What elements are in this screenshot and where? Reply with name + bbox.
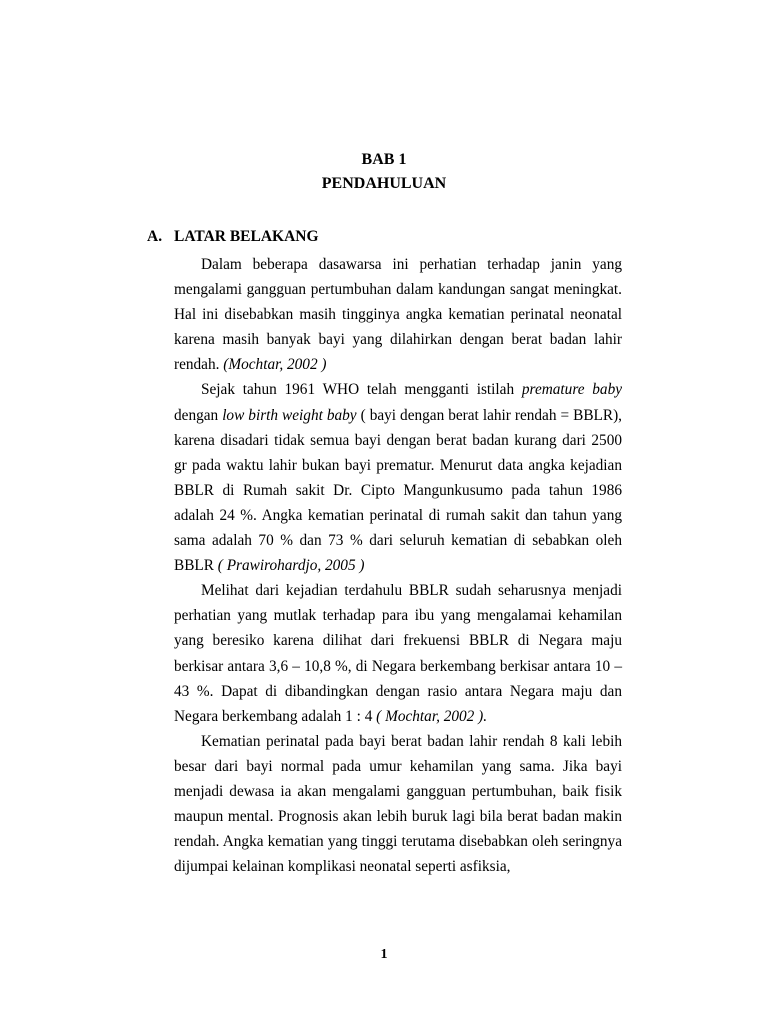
paragraph-text: Melihat dari kejadian terdahulu BBLR sudah seharusnya menjadi perhatian yang mutlak terhadap para ibu yang mengalamai kehamilan yang beresiko karena dilihat dari frekuensi BBLR di Negara maju berkisar antara 3,6 – 10,8 %, di Negara berkembang berkisar antara 10 – 43 %. Dapat di dibandingkan dengan rasio antara Negara maju dan Negara berkembang adalah 1 : 4 (174, 582, 622, 725)
body-text (174, 252, 622, 879)
italic-term: low birth weight baby (222, 406, 357, 424)
citation: ( Mochtar, 2002 ). (376, 707, 488, 725)
italic-term: premature baby (521, 381, 623, 399)
paragraph-text: dengan (174, 406, 223, 424)
section-heading (147, 228, 319, 246)
paragraph-3 (174, 578, 622, 729)
chapter-number: BAB 1 (361, 151, 407, 168)
paragraph-text: Dalam beberapa dasawarsa ini perhatian terhadap janin yang mengalami gangguan pertumbuhan dalam kandungan sangat meningkat. Hal ini disebabkan masih tingginya angka kematian perinatal neonatal karena masih banyak bayi yang dilahirkan dengan berat badan lahir rendah. (174, 256, 622, 374)
section-title: LATAR BELAKANG (174, 228, 319, 245)
paragraph-4 (174, 729, 622, 880)
chapter-title: PENDAHULUAN (321, 175, 447, 192)
paragraph-text: Kematian perinatal pada bayi berat badan lahir rendah 8 kali lebih besar dari bayi normal pada umur kehamilan yang sama. Jika bayi menjadi dewasa ia akan mengalami gangguan pertumbuhan, baik fisik maupun mental. Prognosis akan lebih buruk lagi bila berat badan makin rendah. Angka kematian yang tinggi terutama disebabkan oleh seringnya dijumpai kelainan komplikasi neonatal seperti asfiksia, (174, 732, 622, 876)
page-number: 1 (380, 947, 388, 962)
paragraph-2 (174, 377, 622, 578)
citation: (Mochtar, 2002 ) (223, 356, 327, 374)
paragraph-text: Sejak tahun 1961 WHO telah mengganti istilah (201, 381, 522, 399)
citation: ( Prawirohardjo, 2005 ) (217, 557, 365, 575)
section-letter: A. (147, 228, 163, 245)
paragraph-1 (174, 252, 622, 377)
paragraph-text: ( bayi dengan berat lahir rendah = BBLR), karena disadari tidak semua bayi dengan berat badan kurang dari 2500 gr pada waktu lahir bukan bayi prematur. Menurut data angka kejadian BBLR di Rumah sakit Dr. Cipto Mangunkusumo pada tahun 1986 adalah 24 %. Angka kematian perinatal di rumah sakit dan tahun yang sama adalah 70 % dan 73 % dari seluruh kematian di sebabkan oleh BBLR (174, 406, 622, 575)
